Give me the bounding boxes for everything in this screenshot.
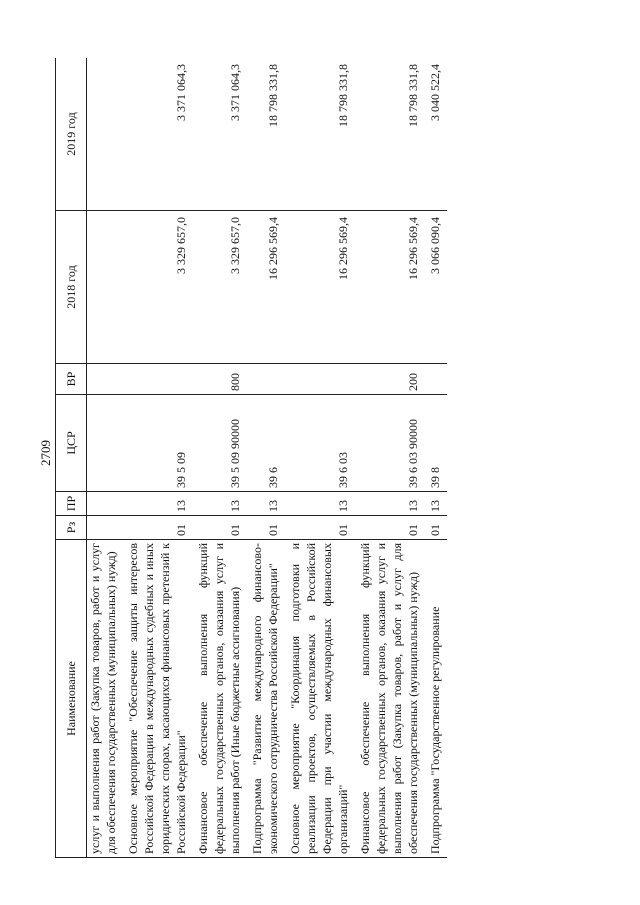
header-2019: 2019 год: [56, 58, 87, 211]
row-2019: [87, 58, 124, 211]
budget-table-container: [55, 58, 605, 858]
row-rz: 01: [355, 516, 425, 540]
row-csr: 39 6: [247, 395, 285, 492]
row-csr: 39 8: [425, 395, 447, 492]
header-vr: ВР: [56, 364, 87, 395]
row-pr: 13: [193, 492, 247, 516]
row-pr: 13: [425, 492, 447, 516]
table-row: [247, 58, 285, 858]
row-2019: 3 040 522,4: [425, 58, 447, 211]
row-2018: 16 296 569,4: [355, 211, 425, 364]
row-rz: [87, 516, 124, 540]
table-row: [123, 58, 193, 858]
row-vr: 800: [193, 364, 247, 395]
header-2018: 2018 год: [56, 211, 87, 364]
row-csr: 39 5 09 90000: [193, 395, 247, 492]
row-pr: [87, 492, 124, 516]
row-2019: 18 798 331,8: [355, 58, 425, 211]
row-2018: 3 329 657,0: [193, 211, 247, 364]
row-rz: 01: [425, 516, 447, 540]
row-2018: 3 329 657,0: [123, 211, 193, 364]
table-header-row: [56, 58, 87, 858]
row-rz: 01: [123, 516, 193, 540]
row-pr: 13: [123, 492, 193, 516]
row-name: Основное мероприятие "Координация подготовки и реализации проектов, осуществляемых в Российской Федерации при участии международных финансовых организаций": [285, 540, 355, 858]
page-number: 2709: [38, 440, 53, 466]
row-vr: [87, 364, 124, 395]
row-rz: 01: [193, 516, 247, 540]
row-2019: 3 371 064,3: [193, 58, 247, 211]
row-2019: 18 798 331,8: [285, 58, 355, 211]
table-row: [87, 58, 124, 858]
row-csr: 39 6 03 90000: [355, 395, 425, 492]
header-name: Наименование: [56, 540, 87, 858]
row-vr: [425, 364, 447, 395]
table-row: [425, 58, 447, 858]
row-csr: 39 6 03: [285, 395, 355, 492]
row-2019: 3 371 064,3: [123, 58, 193, 211]
row-pr: 13: [285, 492, 355, 516]
row-name: Финансовое обеспечение выполнения функций федеральных государственных органов, оказания услуг и выполнения работ (Закупка товаров, работ и услуг для обеспечения государственных (муниципальных) нужд): [355, 540, 425, 858]
table-row: [193, 58, 247, 858]
row-name: Финансовое обеспечение выполнения функций федеральных государственных органов, оказания услуг и выполнения работ (Иные бюджетные ассигнования): [193, 540, 247, 858]
row-vr: [285, 364, 355, 395]
header-rz: Рз: [56, 516, 87, 540]
table-row: [285, 58, 355, 858]
row-vr: [247, 364, 285, 395]
table-row: [355, 58, 425, 858]
row-csr: [87, 395, 124, 492]
row-name: Подпрограмма "Государственное регулирование: [425, 540, 447, 858]
row-name: Основное мероприятие "Обеспечение защиты интересов Российской Федерации в международных судебных и иных юридических спорах, касающихся финансовых претензий к Российской Федерации": [123, 540, 193, 858]
row-2018: 16 296 569,4: [247, 211, 285, 364]
row-name: Подпрограмма "Развитие международного финансово-экономического сотрудничества Российской Федерации": [247, 540, 285, 858]
row-2018: 3 066 090,4: [425, 211, 447, 364]
row-2018: 16 296 569,4: [285, 211, 355, 364]
row-rz: 01: [247, 516, 285, 540]
row-vr: [123, 364, 193, 395]
row-name: услуг и выполнения работ (Закупка товаров, работ и услуг для обеспечения государственных (муниципальных) нужд): [87, 540, 124, 858]
row-rz: 01: [285, 516, 355, 540]
header-csr: ЦСР: [56, 395, 87, 492]
row-2018: [87, 211, 124, 364]
header-pr: ПР: [56, 492, 87, 516]
budget-table: [55, 58, 447, 858]
row-csr: 39 5 09: [123, 395, 193, 492]
row-vr: 200: [355, 364, 425, 395]
row-pr: 13: [355, 492, 425, 516]
budget-table-rotated: [55, 58, 605, 858]
row-2019: 18 798 331,8: [247, 58, 285, 211]
row-pr: 13: [247, 492, 285, 516]
